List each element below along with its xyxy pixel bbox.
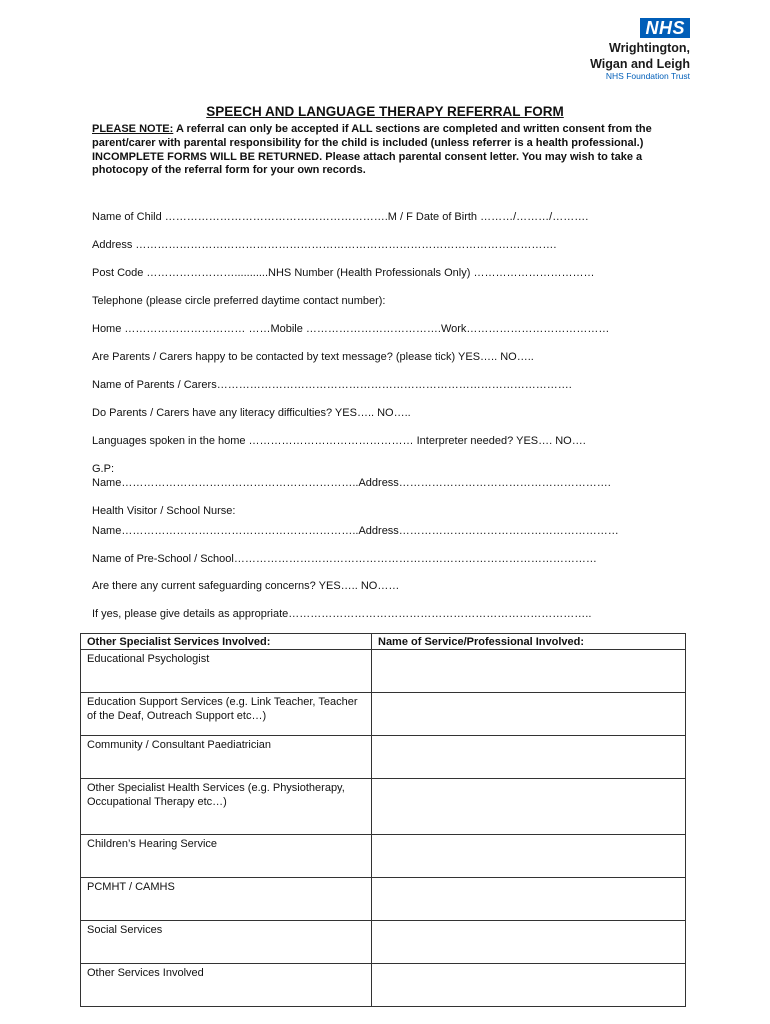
table-header-services: Other Specialist Services Involved: bbox=[81, 634, 372, 650]
service-label: Educational Psychologist bbox=[81, 650, 372, 693]
org-name-line1: Wrightington, bbox=[609, 41, 690, 55]
table-row bbox=[81, 650, 686, 693]
languages-field[interactable]: Languages spoken in the home ……………………………………… Interpreter needed? YES…. NO…. bbox=[92, 435, 586, 447]
preschool-field[interactable]: Name of Pre-School / School……………………………………………………………………………………… bbox=[92, 553, 597, 565]
service-entry-cell[interactable] bbox=[372, 878, 686, 921]
phone-numbers-field[interactable]: Home …………………………… ……Mobile ……………………………….Work………………………………… bbox=[92, 323, 610, 335]
org-trust-line: NHS Foundation Trust bbox=[605, 71, 690, 81]
service-entry-cell[interactable] bbox=[372, 779, 686, 835]
please-note bbox=[92, 123, 672, 178]
service-entry-cell[interactable] bbox=[372, 964, 686, 1007]
service-label: Social Services bbox=[81, 921, 372, 964]
literacy-field[interactable]: Do Parents / Carers have any literacy difficulties? YES….. NO….. bbox=[92, 407, 411, 419]
service-entry-cell[interactable] bbox=[372, 650, 686, 693]
nhs-trust-logo bbox=[590, 18, 690, 81]
service-entry-cell[interactable] bbox=[372, 921, 686, 964]
please-note-label: PLEASE NOTE: bbox=[92, 123, 174, 135]
service-entry-cell[interactable] bbox=[372, 835, 686, 878]
please-note-text: A referral can only be accepted if ALL sections are completed and written consent from the parent/carer with parental responsibility for the child is included (unless referrer is a health professional.) INCOMPLETE FORMS WILL BE RETURNED. Please attach parental consent letter. You may wish to take a photocopy of the referral form for your own records. bbox=[92, 123, 652, 177]
service-label: Education Support Services (e.g. Link Teacher, Teacher of the Deaf, Outreach Support etc…) bbox=[81, 693, 372, 736]
table-row bbox=[81, 964, 686, 1007]
table-header-row bbox=[81, 634, 686, 650]
form-title: SPEECH AND LANGUAGE THERAPY REFERRAL FORM bbox=[206, 104, 564, 119]
table-header-professional: Name of Service/Professional Involved: bbox=[372, 634, 686, 650]
service-entry-cell[interactable] bbox=[372, 736, 686, 779]
specialist-services-table bbox=[80, 633, 686, 1007]
service-label: Children’s Hearing Service bbox=[81, 835, 372, 878]
health-visitor-label: Health Visitor / School Nurse: bbox=[92, 505, 236, 517]
service-label: Community / Consultant Paediatrician bbox=[81, 736, 372, 779]
health-visitor-field[interactable]: Name………………………………………………………..Address…………………………………………………… bbox=[92, 525, 619, 537]
telephone-label: Telephone (please circle preferred daytime contact number): bbox=[92, 295, 386, 307]
child-name-field[interactable]: Name of Child …………………………………………………….M / F Date of Birth ………/………/………. bbox=[92, 211, 589, 223]
nhs-logo-mark: NHS bbox=[640, 18, 690, 38]
safeguarding-details-field[interactable]: If yes, please give details as appropriate……………………………………………………………………….. bbox=[92, 608, 592, 620]
service-entry-cell[interactable] bbox=[372, 693, 686, 736]
postcode-nhs-field[interactable]: Post Code ……………………...........NHS Number (Health Professionals Only) …………………………… bbox=[92, 267, 595, 279]
gp-label: G.P: bbox=[92, 463, 115, 475]
address-field[interactable]: Address ……………………………………………………………………………………………………. bbox=[92, 239, 557, 251]
text-message-consent-field[interactable]: Are Parents / Carers happy to be contacted by text message? (please tick) YES….. NO….. bbox=[92, 351, 534, 363]
gp-field[interactable]: Name………………………………………………………..Address…………………………………………………. bbox=[92, 477, 611, 489]
table-row bbox=[81, 878, 686, 921]
parents-name-field[interactable]: Name of Parents / Carers……………………………………………………………………………………. bbox=[92, 379, 572, 391]
service-label: Other Services Involved bbox=[81, 964, 372, 1007]
table-row bbox=[81, 693, 686, 736]
table-row bbox=[81, 779, 686, 835]
table-row bbox=[81, 921, 686, 964]
table-row bbox=[81, 736, 686, 779]
service-label: Other Specialist Health Services (e.g. Physiotherapy, Occupational Therapy etc…) bbox=[81, 779, 372, 835]
safeguarding-field[interactable]: Are there any current safeguarding concerns? YES….. NO…… bbox=[92, 580, 400, 592]
org-name-line2: Wigan and Leigh bbox=[590, 57, 690, 71]
table-row bbox=[81, 835, 686, 878]
service-label: PCMHT / CAMHS bbox=[81, 878, 372, 921]
